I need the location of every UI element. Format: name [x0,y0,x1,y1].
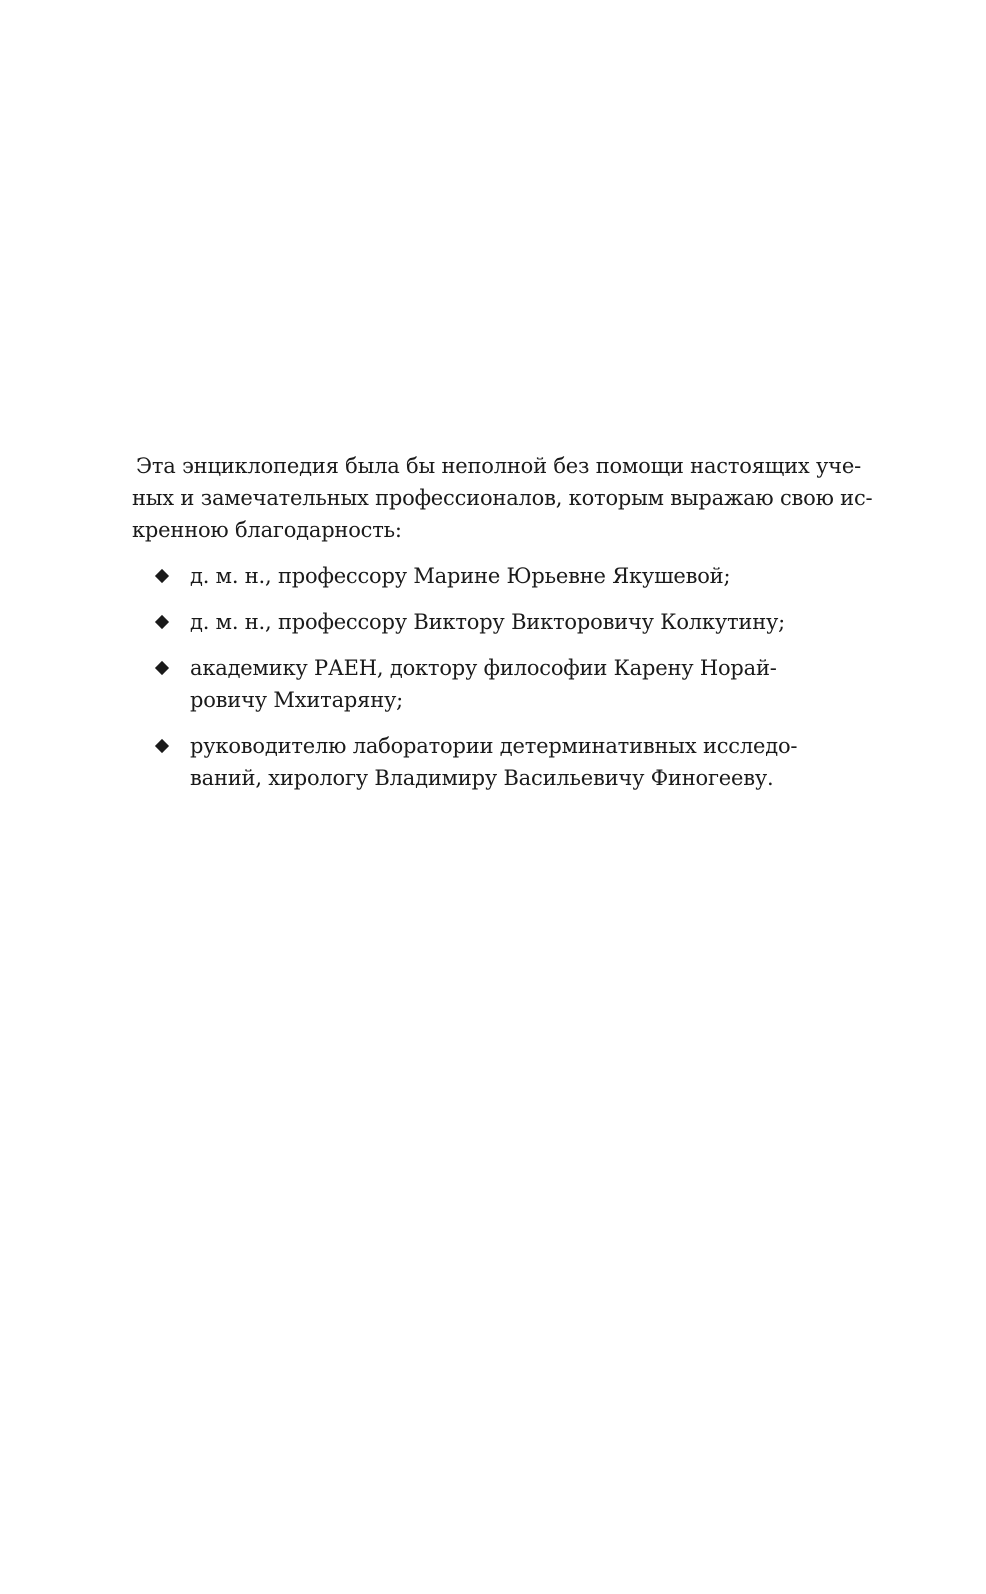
list-item-text: д. м. н., профессору Виктору Викторовичу Колкутину; [190,610,786,634]
intro-line: Эта энциклопедия была бы неполной без помощи настоящих уче- [136,454,861,478]
intro-paragraph [132,450,873,546]
diamond-bullet-icon [155,661,169,675]
acknowledgement-list [132,560,822,794]
intro-line: кренною благодарность: [132,518,402,542]
diamond-bullet-icon [155,739,169,753]
list-item [132,606,822,638]
list-item-text: ваний, хирологу Владимиру Васильевичу Финогееву. [190,766,774,790]
list-item [132,730,822,794]
diamond-bullet-icon [155,569,169,583]
list-item-text: ровичу Мхитаряну; [190,688,404,712]
list-item [132,652,822,716]
list-item-text: академику РАЕН, доктору философии Карену Норай- [190,656,777,680]
acknowledgements-block [132,450,873,808]
list-item-text: д. м. н., профессору Марине Юрьевне Якушевой; [190,564,731,588]
intro-line: ных и замечательных профессионалов, которым выражаю свою ис- [132,486,873,510]
list-item-text: руководителю лаборатории детерминативных исследо- [190,734,798,758]
diamond-bullet-icon [155,615,169,629]
list-item [132,560,822,592]
